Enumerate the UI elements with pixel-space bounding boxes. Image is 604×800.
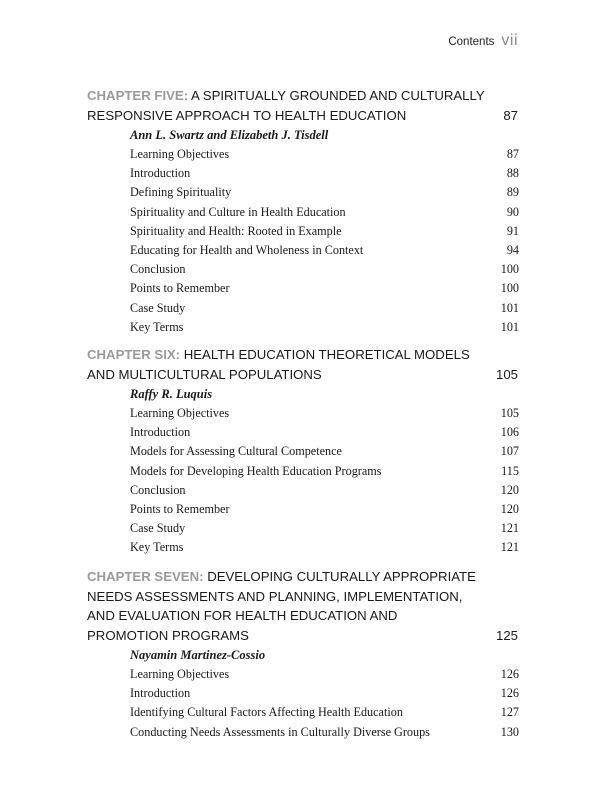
toc-entry-title: Educating for Health and Wholeness in Context [130, 243, 364, 258]
toc-entry-title: Introduction [130, 166, 191, 181]
toc-entry-page: 90 [506, 204, 519, 219]
toc-entry[interactable] [130, 222, 519, 241]
toc-entry-page: 101 [500, 300, 519, 315]
toc-entry[interactable] [130, 423, 519, 442]
toc-entry-page: 130 [500, 724, 519, 739]
chapter-title-text: HEALTH EDUCATION THEORETICAL MODELS [183, 347, 470, 362]
chapter-author: Raffy R. Luquis [130, 387, 213, 401]
toc-entry-title: Case Study [130, 521, 186, 536]
chapter-title-line-2: AND MULTICULTURAL POPULATIONS [87, 366, 322, 382]
toc-entry-page: 126 [500, 686, 519, 701]
toc-entry-page: 101 [500, 319, 519, 334]
toc-entry-page: 115 [501, 463, 519, 478]
running-head-label: Contents [448, 36, 495, 48]
toc-entry-page: 120 [500, 502, 519, 517]
toc-entry[interactable] [130, 684, 519, 703]
toc-entry[interactable] [130, 665, 519, 684]
chapter-heading [87, 86, 519, 125]
toc-entry[interactable] [130, 164, 519, 183]
toc-entry-title: Learning Objectives [130, 667, 230, 681]
toc-entry[interactable] [130, 442, 519, 461]
chapter-page-number: 105 [495, 366, 518, 382]
toc-entry-page: 87 [506, 147, 519, 161]
chapter-title-line-3: AND EVALUATION FOR HEALTH EDUCATION AND [87, 608, 398, 623]
toc-entry-page: 100 [500, 262, 519, 277]
chapter-label: CHAPTER SIX: [87, 347, 181, 362]
running-head-page-number: vii [501, 32, 518, 49]
chapter-title-text: A SPIRITUALLY GROUNDED AND CULTURALLY [191, 88, 485, 103]
toc-entry-page: 121 [500, 521, 519, 536]
toc-entry-title: Identifying Cultural Factors Affecting Health Education [130, 705, 403, 720]
toc-entry[interactable] [130, 145, 519, 164]
chapter-title-line-2: NEEDS ASSESSMENTS AND PLANNING, IMPLEMENTATION, [87, 588, 463, 604]
toc-entry[interactable] [130, 318, 519, 337]
chapter-heading [87, 567, 519, 645]
toc-entry[interactable] [130, 260, 519, 279]
toc-entry-page: 120 [500, 482, 519, 497]
chapter-seven [87, 567, 519, 742]
toc-entry[interactable] [130, 404, 519, 423]
section-list [87, 665, 519, 742]
toc-entry-page: 88 [506, 166, 519, 181]
toc-entry-title: Learning Objectives [130, 147, 230, 161]
toc-entry[interactable] [130, 519, 519, 538]
toc-entry[interactable] [130, 703, 519, 722]
chapter-author: Ann L. Swartz and Elizabeth J. Tisdell [130, 128, 329, 142]
toc-entry-page: 105 [500, 406, 519, 420]
toc-entry-title: Key Terms [130, 540, 184, 555]
toc-entry-page: 100 [500, 281, 519, 296]
toc-entry-title: Learning Objectives [130, 406, 230, 420]
toc-entry-title: Models for Assessing Cultural Competence [130, 444, 342, 459]
toc-entry[interactable] [130, 299, 519, 318]
toc-entry-title: Spirituality and Health: Rooted in Example [130, 223, 342, 238]
toc-entry-title: Introduction [130, 425, 191, 440]
chapter-title-text: DEVELOPING CULTURALLY APPROPRIATE [207, 569, 476, 584]
toc-entry-page: 89 [506, 185, 519, 200]
chapter-five [87, 86, 519, 337]
toc-entry-page: 94 [506, 243, 519, 258]
chapter-title-line-1 [87, 567, 519, 587]
toc-entry-page: 121 [500, 540, 519, 555]
toc-entry[interactable] [130, 723, 519, 742]
chapter-page-number: 125 [495, 627, 518, 643]
toc-entry-page: 91 [506, 223, 519, 238]
toc-entry[interactable] [130, 241, 519, 260]
toc-entry[interactable] [130, 462, 519, 481]
toc-entry[interactable] [130, 183, 519, 202]
toc-entry-title: Case Study [130, 300, 186, 315]
toc-entry-page: 127 [500, 705, 519, 720]
chapter-author: Nayamin Martinez-Cossio [130, 648, 266, 662]
toc-entry-page: 126 [500, 667, 519, 681]
chapter-six [87, 345, 519, 558]
toc-entry[interactable] [130, 538, 519, 557]
toc-entry[interactable] [130, 203, 519, 222]
chapter-title-line-4: PROMOTION PROGRAMS [87, 627, 249, 643]
chapter-title-line-2: RESPONSIVE APPROACH TO HEALTH EDUCATION [87, 107, 407, 123]
toc-entry-title: Points to Remember [130, 502, 230, 517]
toc-entry-title: Key Terms [130, 319, 184, 334]
chapter-label: CHAPTER FIVE: [87, 88, 189, 103]
section-list [87, 404, 519, 558]
toc-entry-title: Defining Spirituality [130, 185, 232, 200]
toc-entry-title: Conclusion [130, 482, 186, 497]
section-list [87, 145, 519, 337]
toc-entry-title: Conclusion [130, 262, 186, 277]
toc-entry[interactable] [130, 500, 519, 519]
running-head [448, 32, 518, 50]
chapter-label: CHAPTER SEVEN: [87, 569, 204, 584]
toc-entry-title: Points to Remember [130, 281, 230, 296]
toc-entry-title: Spirituality and Culture in Health Education [130, 204, 346, 219]
toc-entry[interactable] [130, 279, 519, 298]
toc-entry-page: 107 [500, 444, 519, 459]
toc-entry[interactable] [130, 481, 519, 500]
chapter-page-number: 87 [503, 107, 518, 123]
toc-entry-title: Models for Developing Health Education Programs [130, 463, 382, 478]
chapter-heading [87, 345, 519, 384]
chapter-title-line-1 [87, 345, 519, 365]
toc-entry-title: Conducting Needs Assessments in Culturally Diverse Groups [130, 724, 430, 739]
toc-entry-page: 106 [500, 425, 519, 440]
toc-entry-title: Introduction [130, 686, 191, 701]
chapter-title-line-1 [87, 86, 519, 106]
